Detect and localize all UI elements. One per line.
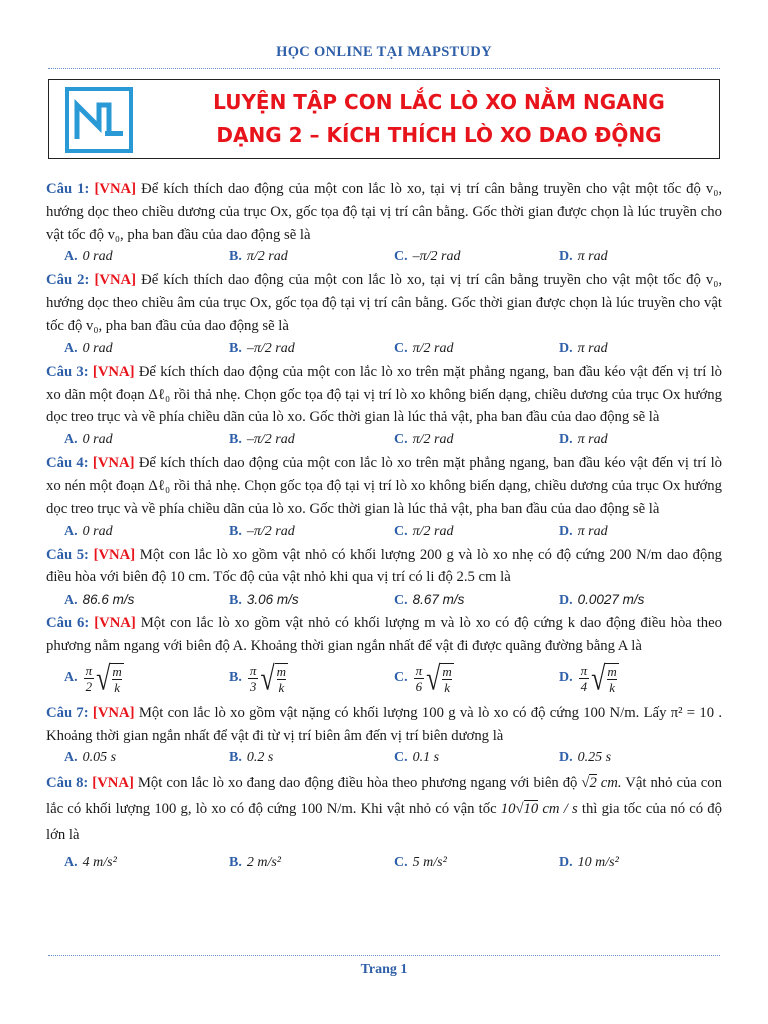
title-line-1: LUYỆN TẬP CON LẮC LÒ XO NẰM NGANG xyxy=(213,90,665,114)
option-a[interactable]: A. 0 rad xyxy=(64,523,113,539)
options-8 xyxy=(46,852,722,874)
sqrt-icon: √ xyxy=(426,659,441,697)
option-a[interactable]: A. 0 rad xyxy=(64,432,113,448)
option-c[interactable]: C. π/2 rad xyxy=(394,432,454,448)
source-tag: [VNA] xyxy=(92,455,135,472)
question-text: Một con lắc lò xo đang dao động điều hòa theo phương ngang với biên độ xyxy=(137,775,582,792)
options-1 xyxy=(46,246,722,268)
question-text: Một con lắc lò xo gồm vật nặng có khối lượng 100 g và lò xo có độ cứng 100 N/m. Lấy π² = 10 . Khoảng thời gian ngắn nhất để vật đi từ vị trí biên âm đến vị trí biên dương là xyxy=(46,704,722,744)
question-text: Một con lắc lò xo gồm vật nhỏ có khối lượng 200 g và lò xo nhẹ có độ cứng 200 N/m dao động điều hòa với biên độ 10 cm. Tốc độ của vật nhỏ khi qua vị trí có li độ 2.5 cm là xyxy=(46,546,723,586)
source-tag: [VNA] xyxy=(94,272,137,289)
question-label: Câu 4: xyxy=(46,455,89,472)
option-d[interactable]: D. π rad xyxy=(559,340,608,356)
site-header: HỌC ONLINE TẠI MAPSTUDY xyxy=(276,44,492,60)
question-text: Để kích thích dao động của một con lắc lò xo, tại vị trí cân bằng truyền cho vật một tốc độ v₀, hướng dọc theo chiều âm của trục Ox, gốc tọa độ tại vị trí cân bằng. Gốc thời gian được chọn là lúc truyền cho vật tốc độ v₀, pha ban đầu của dao động sẽ là xyxy=(46,272,723,334)
option-b[interactable]: B. 2 m/s² xyxy=(229,855,281,871)
question-text: Một con lắc lò xo gồm vật nhỏ có khối lượng m và lò xo có độ cứng k dao động điều hòa theo phương nằm ngang với biên độ A. Khoảng thời gian ngắn nhất để vật đi được quãng đường bằng A là xyxy=(46,615,723,654)
options-5 xyxy=(46,589,722,611)
question-label: Câu 8: xyxy=(46,775,89,792)
option-c[interactable]: C. 0.1 s xyxy=(394,750,440,766)
title-box xyxy=(48,79,720,159)
question-label: Câu 1: xyxy=(46,181,90,197)
question-label: Câu 5: xyxy=(46,546,89,563)
question-7 xyxy=(46,702,722,748)
sqrt-icon: √ xyxy=(591,659,606,697)
options-6 xyxy=(46,658,722,700)
sqrt-icon: √ xyxy=(581,775,590,792)
options-4 xyxy=(46,521,722,543)
source-tag: [VNA] xyxy=(93,546,136,563)
options-2 xyxy=(46,338,722,360)
option-a[interactable]: A. 4 m/s² xyxy=(64,855,117,871)
question-text: Để kích thích dao động của một con lắc lò xo trên mặt phẳng ngang, ban đầu kéo vật đến vị trí lò xo nén một đoạn Δℓ₀ rồi thả nhẹ. Chọn gốc tọa độ tại vị trí lò xo không biến dạng, chiều dương của trục Ox hướng dọc treo trục và về phía chiều dãn của lò xo. Gốc thời gian là lúc thả vật, pha ban đầu của dao động sẽ là xyxy=(46,455,722,517)
velocity-sqrt: 10 xyxy=(523,801,539,818)
option-a[interactable]: A. 0 rad xyxy=(64,340,113,356)
option-c[interactable]: C. π/2 rad xyxy=(394,523,454,539)
question-text: Để kích thích dao động của một con lắc lò xo, tại vị trí cân bằng truyền cho vật một tốc độ v₀, hướng dọc theo chiều dương của trục Ox, gốc tọa độ tại vị trí cân bằng. Gốc thời gian được chọn là lúc truyền cho vật tốc độ v₀, pha ban đầu của dao động sẽ là xyxy=(46,181,723,243)
option-a[interactable]: A. 0.05 s xyxy=(64,750,117,766)
source-tag: [VNA] xyxy=(94,615,136,632)
options-3 xyxy=(46,429,722,451)
amplitude-value: 2 xyxy=(589,775,597,792)
sqrt-icon: √ xyxy=(260,659,275,697)
question-5 xyxy=(46,544,722,590)
option-d[interactable]: D. π rad xyxy=(559,432,608,448)
question-text: Để kích thích dao động của một con lắc lò xo trên mặt phẳng ngang, ban đầu kéo vật đến vị trí lò xo dãn một đoạn Δℓ₀ rồi thả nhẹ. Chọn gốc tọa độ tại vị trí lò xo không biến dạng, chiều dương của trục Ox hướng dọc treo trục và về phía chiều dãn của lò xo. Gốc thời gian là lúc thả vật, pha ban đầu của dao động sẽ là xyxy=(46,363,722,426)
header-divider xyxy=(48,68,720,69)
question-list xyxy=(46,178,722,875)
source-tag: [VNA] xyxy=(94,181,137,197)
option-b[interactable]: B. –π/2 rad xyxy=(229,523,295,539)
page-number: Trang 1 xyxy=(360,962,408,977)
source-tag: [VNA] xyxy=(92,363,135,380)
option-d[interactable]: D. 0.0027 m/s xyxy=(559,592,645,609)
option-b[interactable]: B. –π/2 rad xyxy=(229,340,295,356)
option-a[interactable]: A. $\frac{\pi}{2}$ √ m k xyxy=(64,659,122,697)
question-label: Câu 3: xyxy=(46,363,89,380)
option-c[interactable]: C. 5 m/s² xyxy=(394,855,447,871)
sqrt-icon: √ xyxy=(96,659,111,697)
option-d[interactable]: D. π rad xyxy=(559,249,608,265)
source-tag: [VNA] xyxy=(92,704,135,721)
velocity-coef: 10 xyxy=(500,801,516,818)
velocity-unit: cm / s xyxy=(538,801,578,818)
option-c[interactable]: C. π/2 rad xyxy=(394,340,454,356)
question-6 xyxy=(46,612,722,658)
question-label: Câu 2: xyxy=(46,272,90,289)
option-d[interactable]: D. 10 m/s² xyxy=(559,855,619,871)
option-b[interactable]: B. –π/2 rad xyxy=(229,432,295,448)
option-c[interactable]: C. 8.67 m/s xyxy=(394,592,465,609)
option-b[interactable]: B. 0.2 s xyxy=(229,750,274,766)
question-8 xyxy=(46,770,722,848)
amplitude-unit: cm. xyxy=(596,775,622,792)
option-a[interactable]: A. 86.6 m/s xyxy=(64,592,135,609)
question-label: Câu 6: xyxy=(46,615,90,632)
question-text-3: thì gia tốc của nó có độ lớn là xyxy=(46,801,722,844)
option-b[interactable]: B. π/2 rad xyxy=(229,249,288,265)
question-text-2: Vật nhỏ của con lắc có khối lượng 100 g, lò xo có độ cứng 100 N/m. Khi vật nhỏ có vận tốc xyxy=(46,775,722,818)
source-tag: [VNA] xyxy=(92,775,134,792)
option-c[interactable]: C. –π/2 rad xyxy=(394,249,461,265)
question-4 xyxy=(46,452,722,520)
option-b[interactable]: B. $\frac{\pi}{3}$ √ m k xyxy=(229,659,287,697)
option-a[interactable]: A. 0 rad xyxy=(64,249,113,265)
question-1 xyxy=(46,178,722,246)
question-3 xyxy=(46,361,722,429)
question-label: Câu 7: xyxy=(46,704,89,721)
option-d[interactable]: D. 0.25 s xyxy=(559,750,612,766)
sqrt-icon: √ xyxy=(515,801,524,818)
option-d[interactable]: D. $\frac{\pi}{4}$ √ m k xyxy=(559,659,617,697)
mapstudy-logo-icon xyxy=(65,87,133,153)
option-b[interactable]: B. 3.06 m/s xyxy=(229,592,299,609)
footer-divider xyxy=(48,955,720,956)
option-d[interactable]: D. π rad xyxy=(559,523,608,539)
title-line-2: DẠNG 2 – KÍCH THÍCH LÒ XO DAO ĐỘNG xyxy=(216,123,662,147)
question-2 xyxy=(46,269,722,337)
option-c[interactable]: C. $\frac{\pi}{6}$ √ m k xyxy=(394,659,452,697)
options-7 xyxy=(46,747,722,769)
